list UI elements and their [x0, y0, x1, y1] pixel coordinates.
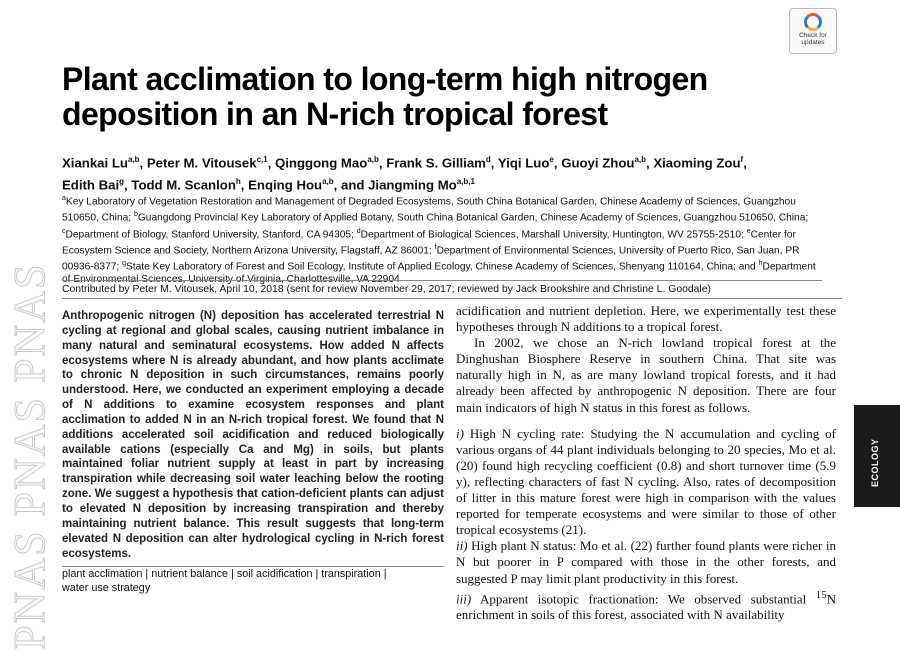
author-name[interactable]: Frank S. Gilliam [386, 155, 486, 171]
indicator-iii: iii) Apparent isotopic fractionation: We observed substantial $^{15}$N enrichment in soils of this forest, associated with N availability [456, 588, 836, 623]
affiliation: Guangdong Provincial Key Laboratory of Applied Botany, South China Botanical Garden, Chinese Academy of Sciences, Guangzhou 510650, China; [137, 212, 809, 224]
body-paragraph: acidification and nutrient depletion. Here, we experimentally test these hypotheses through N additions to a tropical forest. [456, 303, 836, 335]
author-name[interactable]: Xiankai Lu [62, 155, 128, 171]
author-name[interactable]: Peter M. Vitousek [146, 155, 257, 171]
keywords-line: plant acclimation | nutrient balance | soil acidification | transpiration | [62, 568, 387, 580]
author-name[interactable]: Edith Bai [62, 177, 120, 193]
abstract: Anthropogenic nitrogen (N) deposition has accelerated terrestrial N cycling at regional and global scales, causing nutrient imbalance in many natural and seminatural ecosystems. How added N affects ecosystems where N is already abundant, and how plants acclimate to chronic N deposition in such circumstances, remains poorly understood. Here, we conducted an experiment employing a decade of N additions to examine ecosystem responses and plant acclimation to added N in an N-rich tropical forest. We found that N additions accelerated soil acidification and reduced biologically available cations (especially Ca and Mg) in soils, but plants maintained foliar nutrient supply at least in part by increasing transpiration while decreasing soil water leaching below the rooting zone. We suggest a hypothesis that cation-deficient plants can adjust to elevated N deposition by increasing transpiration and thereby maintaining nutrient balance. This result suggests that long-term elevated N deposition can alter hydrological cycling in N-rich forest ecosystems. [62, 310, 444, 560]
body-paragraph: In 2002, we chose an N-rich lowland tropical forest at the Dinghushan Biosphere Reserve in southern China. That site was naturally high in N, as are many lowland tropical forests, and it had already been affected by anthropogenic N deposition. There are four main indicators of high N status in this forest as follows. [456, 335, 836, 415]
updates-icon [804, 13, 822, 31]
author-name[interactable]: Xiaoming Zou [653, 155, 741, 171]
pnas-watermark: PNAS PNAS PNAS [5, 262, 54, 650]
author-name[interactable]: Qinggong Mao [275, 155, 368, 171]
affiliations: $^a$Key Laboratory of Vegetation Restoration and Management of Degraded Ecosystems, South China Botanical Garden, Chinese Academy of Sciences, Guangzhou 510650, China; $^b$Guangdong Provincial Key Laboratory of Applied Botany, South China Botanical Garden, Chinese Academy of Sciences, Guangzhou 510650, China; $^c$Department of Biology, Stanford University, Stanford, CA 94305; $^d$Department of Biological Sciences, Marshall University, Huntington, WV 25755-2510; $^e$Center for Ecosystem Science and Society, Northern Arizona University, Flagstaff, AZ 86001; $^f$Department of Environmental Sciences, University of Puerto Rico, San Juan, PR 00936-8377; $^g$State Key Laboratory of Forest and Soil Ecology, Institute of Applied Ecology, Chinese Academy of Sciences, Shenyang 110164, China; and $^h$Department of Environmental Sciences, University of Virginia, Charlottesville, VA 22904 [62, 195, 816, 286]
affiliation: Department of Environmental Sciences, University of Puerto Rico, San Juan, PR 00936-8377; [62, 245, 800, 273]
author-name[interactable]: Enqing Hou [248, 177, 323, 193]
list-marker: iii) [456, 590, 472, 606]
author-name[interactable]: Guoyi Zhou [561, 155, 635, 171]
author-name[interactable]: Todd M. Scanlon [131, 177, 236, 193]
affiliation: Department of Biological Sciences, Marshall University, Huntington, WV 25755-2510; [360, 228, 744, 240]
badge-line-2: updates [801, 39, 825, 46]
affiliation: Department of Biology, Stanford University, Stanford, CA 94305; [65, 228, 354, 240]
keywords-line: water use strategy [62, 582, 151, 594]
author-name[interactable]: Jiangming Mo [368, 177, 457, 193]
indicator-ii: ii) High plant N status: Mo et al. (22) further found plants were richer in N but poorer in P compared with those in the other forests, and suggested P may limit plant productivity in this forest. [456, 538, 836, 586]
section-tab-label: ECOLOGY [870, 438, 880, 487]
list-marker: ii) [456, 538, 468, 554]
affiliation: State Key Laboratory of Forest and Soil Ecology, Institute of Applied Ecology, Chinese Academy of Sciences, Shenyang 110164, China; and [125, 261, 756, 273]
affiliation: Center for Ecosystem Science and Society, Northern Arizona University, Flagstaff, AZ 86001; [62, 228, 796, 257]
affiliation: Key Laboratory of Vegetation Restoration and Management of Degraded Ecosystems, South China Botanical Garden, Chinese Academy of Sciences, Guangzhou 510650, China; [62, 196, 796, 224]
indicator-i: i) High N cycling rate: Studying the N accumulation and cycling of various organs of 44 plant individuals belonging to 20 species, Mo et al. (20) found high recycling coefficient (0.8) and short turnover time (5.9 y), reflecting characters of fast N cycling. Also, rates of decomposition of litter in this mature forest were high in comparison with the values reported for temperate ecosystems and were similar to those of other tropical ecosystems (21). [456, 425, 836, 538]
affiliation: Department of Environmental Sciences, University of Virginia, Charlottesville, VA 22904 [62, 261, 816, 286]
badge-line-1: Check for [799, 32, 827, 39]
keywords [62, 566, 444, 595]
list-marker: i) [456, 425, 464, 441]
contributed-line: Contributed by Peter M. Vitousek, April 10, 2018 (sent for review November 29, 2017; reviewed by Jack Brookshire and Christine L. Goodale) [62, 280, 822, 296]
author-name[interactable]: Yiqi Luo [497, 155, 550, 171]
author-list: Xiankai Lu$^{a,b}$, Peter M. Vitousek$^{c,1}$, Qinggong Mao$^{a,b}$, Frank S. Gilliam$^d$, Yiqi Luo$^e$, Guoyi Zhou$^{a,b}$, Xiaoming Zou$^f$, Edith Bai$^g$, Todd M. Scanlon$^h$, Enqing Hou$^{a,b}$, and Jiangming Mo$^{a,b,1}$ [62, 155, 747, 193]
section-tab-ecology[interactable] [854, 405, 900, 507]
divider [62, 298, 842, 299]
journal-sidebar-watermark [0, 90, 54, 650]
body-text-column [456, 303, 836, 623]
article-title: Plant acclimation to long-term high nitrogen deposition in an N-rich tropical forest [62, 61, 708, 132]
check-for-updates-button[interactable] [789, 8, 837, 54]
